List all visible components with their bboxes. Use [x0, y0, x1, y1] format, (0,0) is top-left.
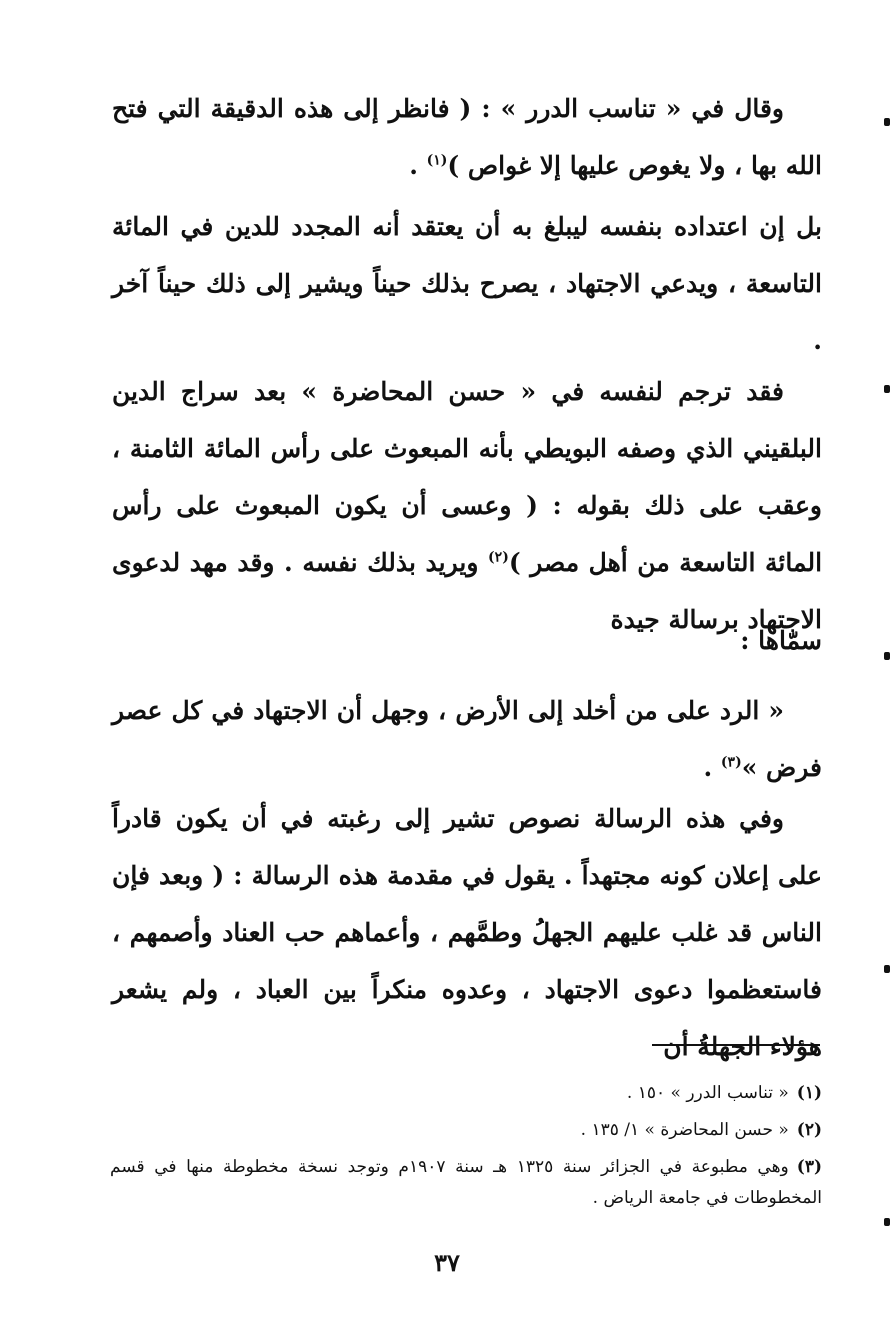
footnote-number: (٣) — [796, 1157, 822, 1177]
paragraph-3-end: ويريد بذلك نفسه . وقد مهد لدعوى الاجتهاد برسالة جيدة — [112, 548, 822, 634]
paragraph-2: بل إن اعتداده بنفسه ليبلغ به أن يعتقد أنه المجدد للدين في المائة التاسعة ، ويدعي الاجتهاد ، يصرح بذلك حيناً ويشير إلى ذلك حيناً آخر . — [112, 212, 822, 355]
paragraph-1-text: وقال في « تناسب الدرر » : ( فانظر إلى هذه الدقيقة التي فتح الله بها ، ولا يغوص عليها إلا غواص ) — [112, 94, 822, 180]
paragraph-1 — [112, 80, 822, 194]
paragraph-6: وفي هذه الرسالة نصوص تشير إلى رغبته في أن يكون قادراً على إعلان كونه مجتهداً . يقول في مقدمة هذه الرسالة : ( وبعد فإن الناس قد غلب عليهم الجهلُ وطمَّهم ، وأعماهم حب العناد وأصمهم ، فاستعظموا دعوى الاجتهاد ، وعدوه منكراً بين العباد ، ولم يشعر هؤلاء الجهلةُ أن — [112, 804, 822, 1061]
footnote-text: « حسن المحاضرة » ١/ ١٣٥ . — [580, 1120, 789, 1140]
paragraph-1-end: . — [409, 151, 427, 180]
footnote-separator — [652, 1044, 820, 1046]
footnote-number: (٢) — [796, 1120, 822, 1140]
footnote-item — [110, 1115, 822, 1146]
footnotes-list — [110, 1078, 822, 1220]
paragraph-3-text: فقد ترجم لنفسه في « حسن المحاضرة » بعد سراج الدين البلقيني الذي وصفه البويطي بأنه المبعوث على رأس المائة الثامنة ، وعقب على ذلك بقوله : ( وعسى أن يكون المبعوث على رأس المائة التاسعة من أهل مصر ) — [112, 377, 823, 577]
paragraph-5-end: . — [703, 753, 721, 782]
footnote-text: « تناسب الدرر » ١٥٠ . — [626, 1083, 789, 1103]
footnote-number: (١) — [796, 1083, 822, 1103]
paragraph-3 — [112, 363, 822, 648]
paragraph-4: سمّاها : — [740, 626, 822, 655]
footnote-item — [110, 1078, 822, 1109]
footnote-text: وهي مطبوعة في الجزائر سنة ١٣٢٥ هـ سنة ١٩٠٧م وتوجد نسخة مخطوطة منها في قسم المخطوطات في جامعة الرياض . — [110, 1157, 822, 1208]
paragraph-5-text: « الرد على من أخلد إلى الأرض ، وجهل أن الاجتهاد في كل عصر فرض » — [112, 696, 822, 782]
paragraph-5-quote — [112, 682, 822, 796]
binding-mark — [884, 385, 890, 393]
binding-mark — [884, 118, 890, 126]
footnote-item — [110, 1152, 822, 1214]
footnote-ref-1[interactable]: (١) — [426, 152, 448, 169]
footnote-ref-2[interactable]: (٢) — [488, 549, 509, 566]
binding-mark — [884, 652, 890, 660]
binding-mark — [884, 1218, 890, 1226]
footnote-ref-3[interactable]: (٣) — [720, 754, 742, 771]
page-number: ٣٧ — [434, 1248, 460, 1277]
binding-mark — [884, 965, 890, 973]
